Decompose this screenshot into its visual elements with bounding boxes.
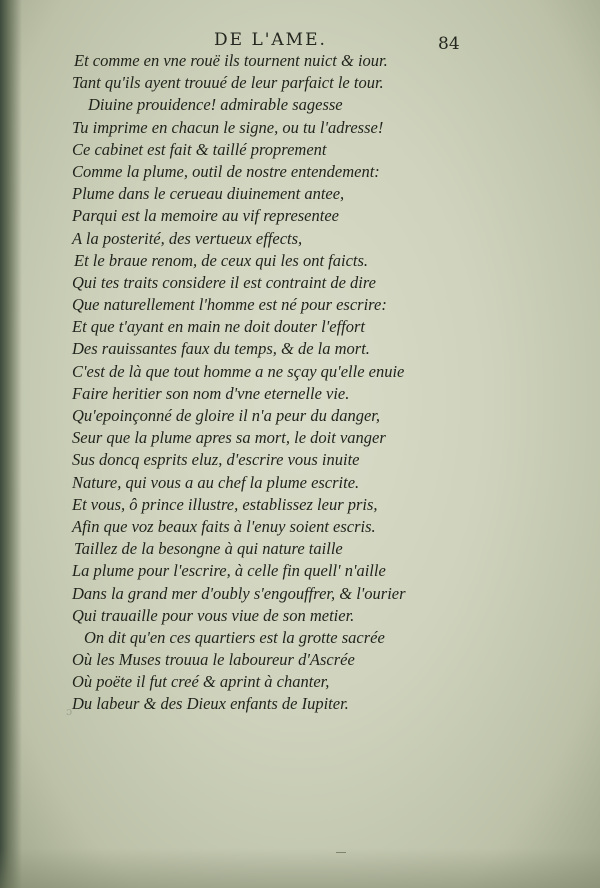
page-bottom-shadow: [0, 848, 600, 888]
verse-line: Qui tes traits considere il est contraint de dire: [72, 272, 376, 292]
verse-line: Et le braue renom, de ceux qui les ont faicts.: [74, 250, 369, 270]
verse-line: Et que t'ayant en main ne doit douter l'effort: [72, 317, 366, 337]
verse-line: A la posterité, des vertueux effects,: [72, 228, 303, 248]
verse-line: Afin que voz beaux faits à l'enuy soient escris.: [72, 516, 376, 536]
verse-line: Seur que la plume apres sa mort, le doit vanger: [72, 428, 386, 448]
verse-line: La plume pour l'escrire, à celle fin quell' n'aille: [72, 561, 386, 581]
running-title: DE L'AME.: [214, 30, 327, 50]
verse-line: Tant qu'ils ayent trouué de leur parfaict le tour.: [72, 73, 384, 93]
verse-line: Où les Muses trouua le laboureur d'Ascrée: [72, 650, 355, 670]
verse-line: Et comme en vne rouë ils tournent nuict & iour.: [74, 51, 388, 70]
verse-line: Faire heritier son nom d'vne eternelle vie.: [72, 383, 350, 403]
verse-line: Où poëte il fut creé & aprint à chanter,: [72, 672, 330, 692]
verse-line: Tu imprime en chacun le signe, ou tu l'adresse!: [72, 117, 384, 137]
verse-line: Parqui est la memoire au vif representee: [72, 206, 339, 226]
poem-text: [0, 50, 600, 716]
verse-line: Dans la grand mer d'oubly s'engouffrer, & l'ourier: [72, 583, 406, 603]
verse-line: Diuine prouidence! admirable sagesse: [88, 95, 343, 115]
verse-line: Ce cabinet est fait & taillé proprement: [72, 139, 327, 159]
verse-line: C'est de là que tout homme a ne sçay qu'elle enuie: [72, 361, 405, 381]
verse-line: Plume dans le cerueau diuinement antee,: [72, 184, 345, 204]
page-number: 84: [438, 34, 460, 54]
verse-line: Taillez de la besongne à qui nature taille: [74, 539, 343, 559]
verse-line: Que naturellement l'homme est né pour escrire:: [72, 295, 387, 315]
verse-line: Et vous, ô prince illustre, establissez leur pris,: [72, 494, 378, 514]
verse-line: Des rauissantes faux du temps, & de la mort.: [72, 339, 370, 359]
verse-line: On dit qu'en ces quartiers est la grotte sacrée: [84, 627, 385, 647]
margin-mark: ɔ: [66, 705, 73, 718]
verse-line: Nature, qui vous a au chef la plume escrite.: [72, 472, 360, 492]
verse-line: Du labeur & des Dieux enfants de Iupiter.: [72, 694, 349, 714]
verse-line: Comme la plume, outil de nostre entendement:: [72, 161, 380, 181]
bottom-rule: [336, 852, 346, 853]
verse-line: Qui trauaille pour vous viue de son metier.: [72, 605, 355, 625]
verse-line: Qu'epoinçonné de gloire il n'a peur du danger,: [72, 406, 380, 425]
verse-line: Sus doncq esprits eluz, d'escrire vous inuite: [72, 450, 360, 470]
